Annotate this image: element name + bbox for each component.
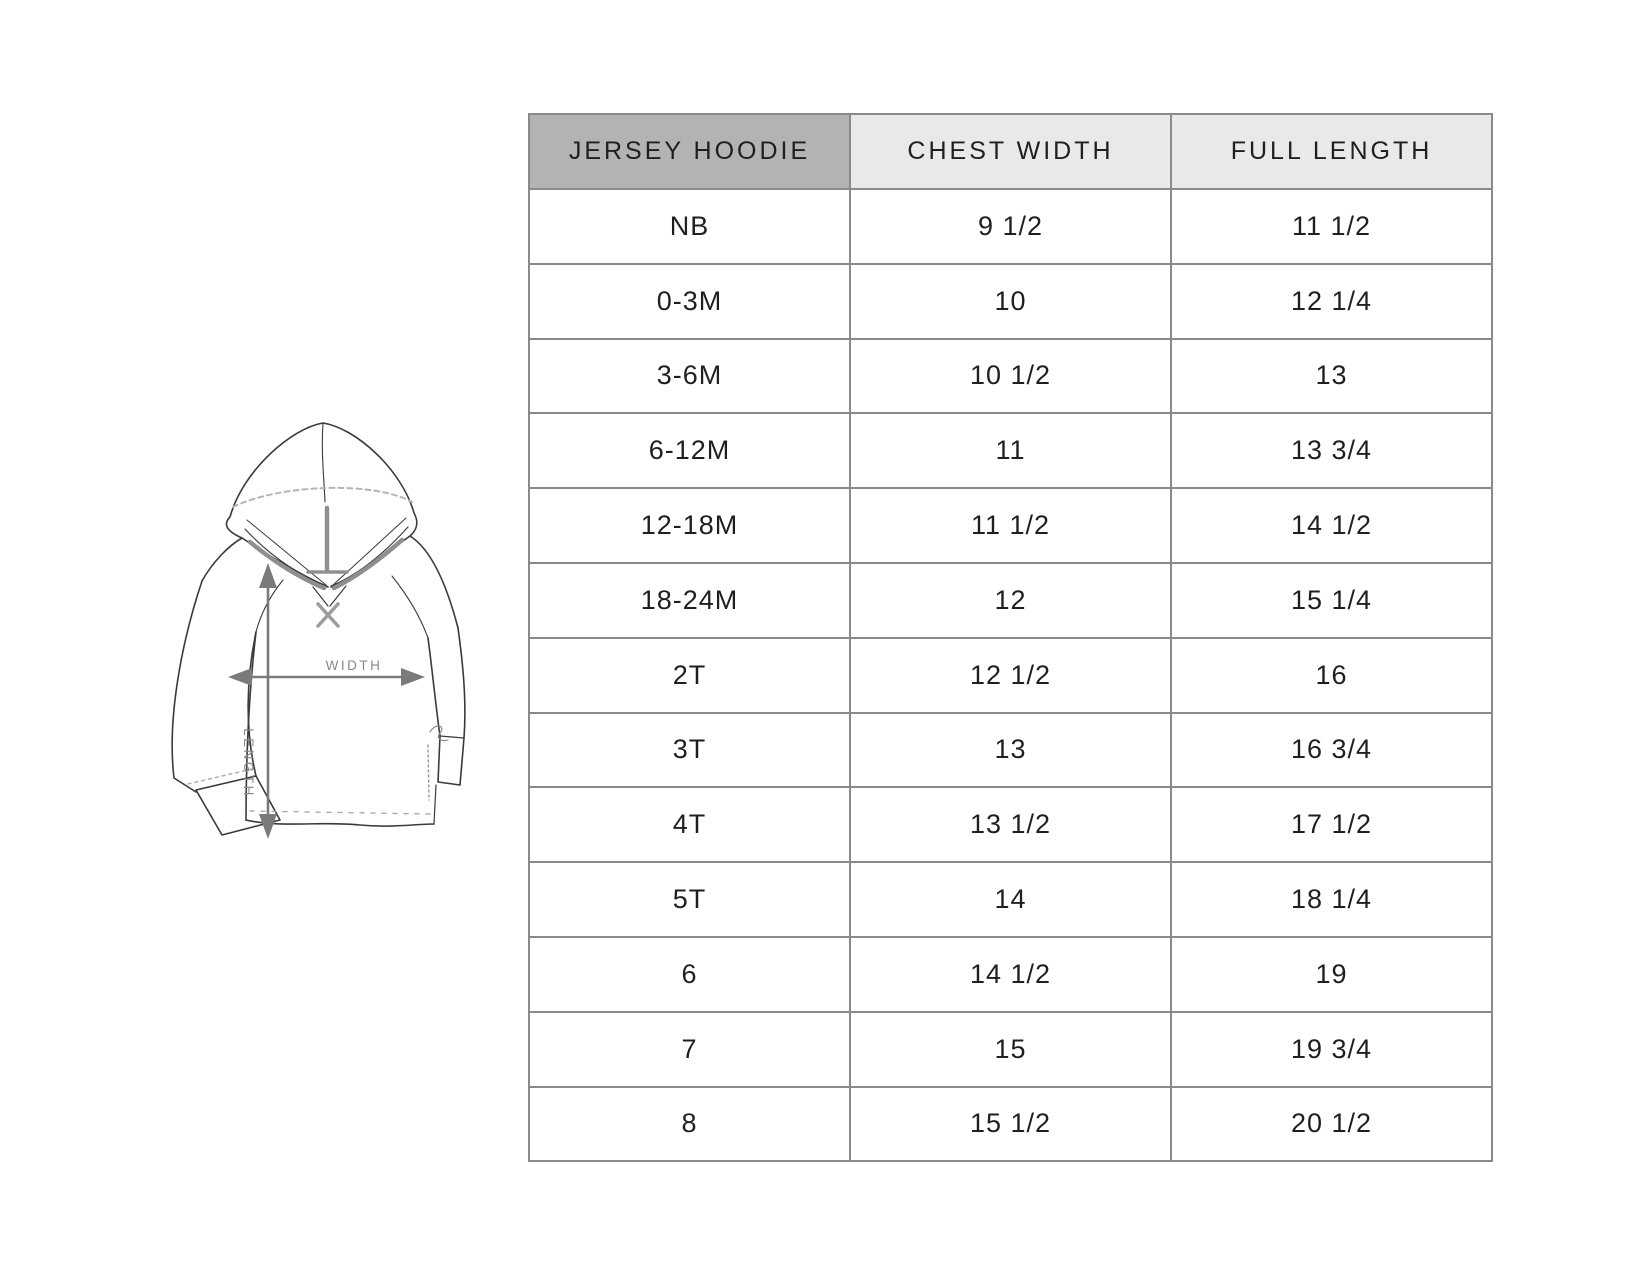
- right-sleeve-outer: [428, 628, 465, 785]
- full-length-cell: 16: [1171, 638, 1492, 713]
- full-length-cell: 11 1/2: [1171, 189, 1492, 264]
- neck-v-left: [313, 587, 328, 606]
- table-row: [529, 1012, 1492, 1087]
- right-cuff-line: [440, 736, 464, 738]
- hood-fold-right: [333, 518, 406, 585]
- chest-width-cell: 9 1/2: [850, 189, 1171, 264]
- full-length-cell: 19: [1171, 937, 1492, 1012]
- size-cell: 3-6M: [529, 339, 850, 414]
- full-length-cell: 13: [1171, 339, 1492, 414]
- chest-width-cell: 13: [850, 713, 1171, 788]
- neck-x-stitch: [318, 604, 338, 626]
- size-cell: 6-12M: [529, 413, 850, 488]
- size-chart-header: [529, 114, 1492, 189]
- header-row: [529, 114, 1492, 189]
- chest-width-cell: 15 1/2: [850, 1087, 1171, 1162]
- size-chart: [528, 113, 1493, 1160]
- chest-width-cell: 15: [850, 1012, 1171, 1087]
- table-row: [529, 189, 1492, 264]
- size-cell: 3T: [529, 713, 850, 788]
- hood-center-seam: [322, 423, 325, 502]
- chest-width-cell: 13 1/2: [850, 787, 1171, 862]
- table-row: [529, 339, 1492, 414]
- size-cell: 5T: [529, 862, 850, 937]
- hood-outline: [226, 423, 416, 538]
- width-arrow-label: WIDTH: [325, 658, 383, 673]
- header-cell-full-length: FULL LENGTH: [1171, 114, 1492, 189]
- chest-width-cell: 11 1/2: [850, 488, 1171, 563]
- right-seam-stitch: [428, 745, 429, 800]
- table-row: [529, 787, 1492, 862]
- table-row: [529, 413, 1492, 488]
- table-row: [529, 563, 1492, 638]
- chest-width-cell: 10: [850, 264, 1171, 339]
- hoodie-diagram: [140, 380, 480, 850]
- size-cell: 4T: [529, 787, 850, 862]
- size-cell: 6: [529, 937, 850, 1012]
- size-chart-table: [528, 113, 1493, 1162]
- hood-fold-left: [247, 520, 326, 585]
- table-row: [529, 862, 1492, 937]
- right-raglan-seam: [392, 576, 428, 638]
- chest-width-cell: 10 1/2: [850, 339, 1171, 414]
- full-length-cell: 13 3/4: [1171, 413, 1492, 488]
- table-row: [529, 1087, 1492, 1162]
- size-cell: 0-3M: [529, 264, 850, 339]
- header-cell-chest-width: CHEST WIDTH: [850, 114, 1171, 189]
- table-row: [529, 713, 1492, 788]
- full-length-cell: 20 1/2: [1171, 1087, 1492, 1162]
- size-cell: 12-18M: [529, 488, 850, 563]
- chest-width-cell: 12: [850, 563, 1171, 638]
- size-cell: 18-24M: [529, 563, 850, 638]
- chest-width-cell: 14: [850, 862, 1171, 937]
- hoodie-sketch: [172, 423, 465, 835]
- hood-lining-left: [245, 529, 327, 586]
- table-row: [529, 638, 1492, 713]
- table-row: [529, 488, 1492, 563]
- full-length-cell: 16 3/4: [1171, 713, 1492, 788]
- length-arrow: [259, 563, 277, 839]
- full-length-cell: 12 1/4: [1171, 264, 1492, 339]
- table-row: [529, 264, 1492, 339]
- full-length-cell: 18 1/4: [1171, 862, 1492, 937]
- shoulder-left: [202, 538, 242, 581]
- table-row: [529, 937, 1492, 1012]
- full-length-cell: 19 3/4: [1171, 1012, 1492, 1087]
- size-cell: NB: [529, 189, 850, 264]
- length-arrow-label: LENGTH: [241, 728, 256, 798]
- full-length-cell: 17 1/2: [1171, 787, 1492, 862]
- size-cell: 7: [529, 1012, 850, 1087]
- right-body-corner: [434, 785, 436, 824]
- hood-lining-right: [331, 527, 408, 586]
- size-chart-body: [529, 189, 1492, 1161]
- left-sleeve-outer: [172, 581, 202, 792]
- size-cell: 8: [529, 1087, 850, 1162]
- chest-width-cell: 11: [850, 413, 1171, 488]
- full-length-cell: 14 1/2: [1171, 488, 1492, 563]
- chest-width-cell: 14 1/2: [850, 937, 1171, 1012]
- header-cell-product: JERSEY HOODIE: [529, 114, 850, 189]
- hood-rim-stitch: [233, 488, 412, 507]
- full-length-cell: 15 1/4: [1171, 563, 1492, 638]
- size-cell: 2T: [529, 638, 850, 713]
- chest-width-cell: 12 1/2: [850, 638, 1171, 713]
- hood-drawcord: [250, 508, 402, 588]
